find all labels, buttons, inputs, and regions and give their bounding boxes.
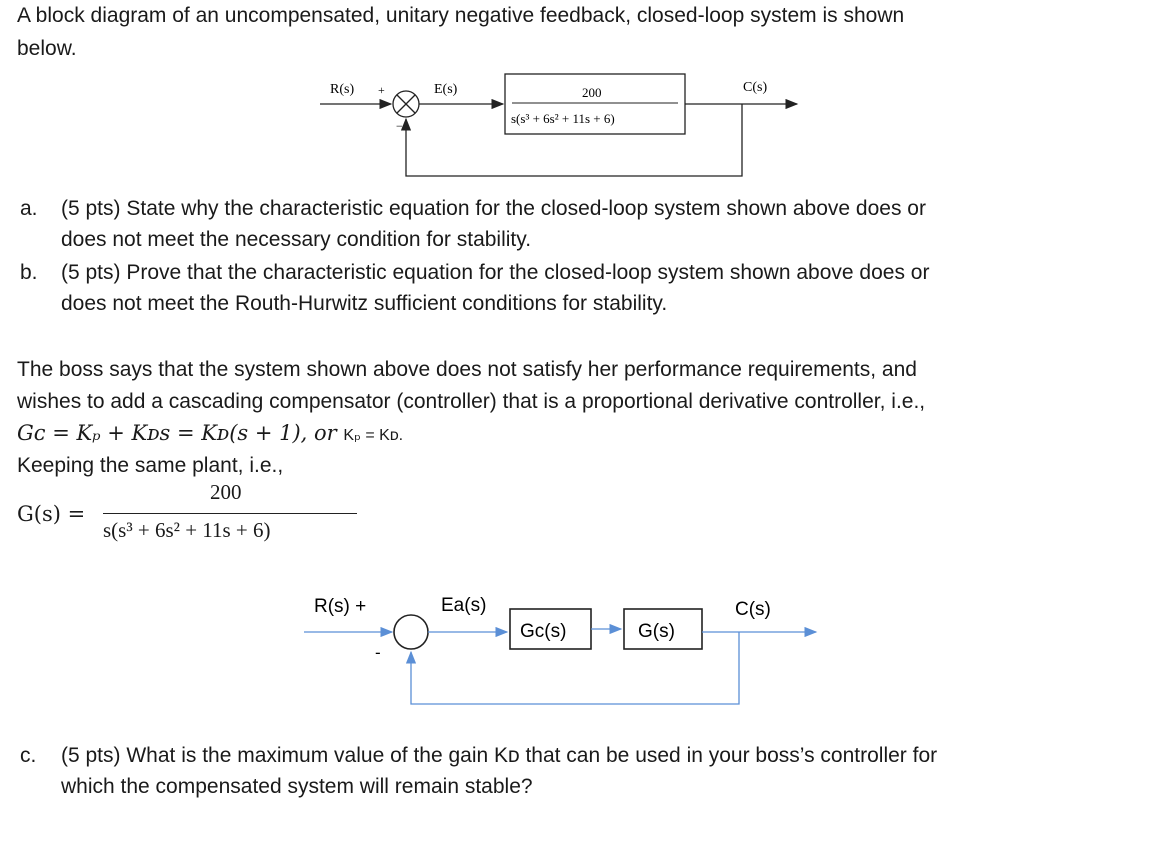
question-b-marker: b.	[20, 261, 38, 284]
minus-sign-2: -	[375, 643, 381, 662]
tf-numerator: 200	[582, 85, 602, 100]
question-c-line-1	[61, 740, 937, 771]
kd-symbol: Kᴅ	[494, 744, 520, 767]
plant-equation	[17, 480, 377, 550]
question-c-text-b: that can be used in your boss’s controller for	[519, 744, 938, 767]
summing-junction-2	[394, 615, 428, 649]
kp-equals-kd: Kₚ = Kᴅ.	[343, 427, 404, 444]
output-label-c: C(s)	[743, 80, 768, 95]
question-b-line-1: (5 pts) Prove that the characteristic equation for the closed-loop system shown above does or	[61, 261, 930, 284]
block-diagram-uncompensated	[300, 66, 820, 186]
minus-sign: −	[396, 119, 403, 133]
intro-line-2: below.	[17, 37, 77, 60]
intro-line-1: A block diagram of an uncompensated, unitary negative feedback, closed-loop system is shown	[17, 4, 905, 27]
error-label-ea: Ea(s)	[441, 595, 487, 616]
controller-label: Gc(s)	[520, 621, 567, 642]
question-a-line-2: does not meet the necessary condition for stability.	[61, 228, 532, 251]
plant-numerator: 200	[210, 480, 242, 504]
error-label-e: E(s)	[434, 82, 458, 97]
plant-label: G(s)	[638, 621, 675, 642]
question-c-marker: c.	[20, 744, 37, 767]
input-label-r-2: R(s) +	[314, 596, 367, 617]
question-c-line-2: which the compensated system will remain stable?	[61, 775, 533, 798]
controller-equation: Gᴄ = Kₚ + Kᴅs = Kᴅ(s + 1), or	[17, 421, 344, 445]
question-b-line-2: does not meet the Routh-Hurwitz sufficient conditions for stability.	[61, 292, 668, 315]
controller-equation-line	[17, 418, 403, 451]
boss-line-1: The boss says that the system shown above does not satisfy her performance requirements, and	[17, 358, 917, 381]
plant-denominator: s(s³ + 6s² + 11s + 6)	[103, 518, 271, 542]
block-diagram-compensated	[296, 585, 836, 715]
boss-line-4: Keeping the same plant, i.e.,	[17, 454, 284, 477]
fraction-bar	[103, 513, 357, 514]
question-a-marker: a.	[20, 197, 38, 220]
question-a-line-1: (5 pts) State why the characteristic equation for the closed-loop system shown above does or	[61, 197, 926, 220]
input-label-r: R(s)	[330, 82, 355, 97]
boss-line-2: wishes to add a cascading compensator (controller) that is a proportional derivative controller, i.e.,	[17, 390, 926, 413]
plant-lhs: G(s) =	[17, 502, 86, 526]
tf-denominator: s(s³ + 6s² + 11s + 6)	[511, 111, 615, 126]
output-label-c-2: C(s)	[735, 599, 771, 620]
plus-sign: +	[378, 83, 385, 97]
question-c-text-a: (5 pts) What is the maximum value of the gain	[61, 744, 495, 767]
